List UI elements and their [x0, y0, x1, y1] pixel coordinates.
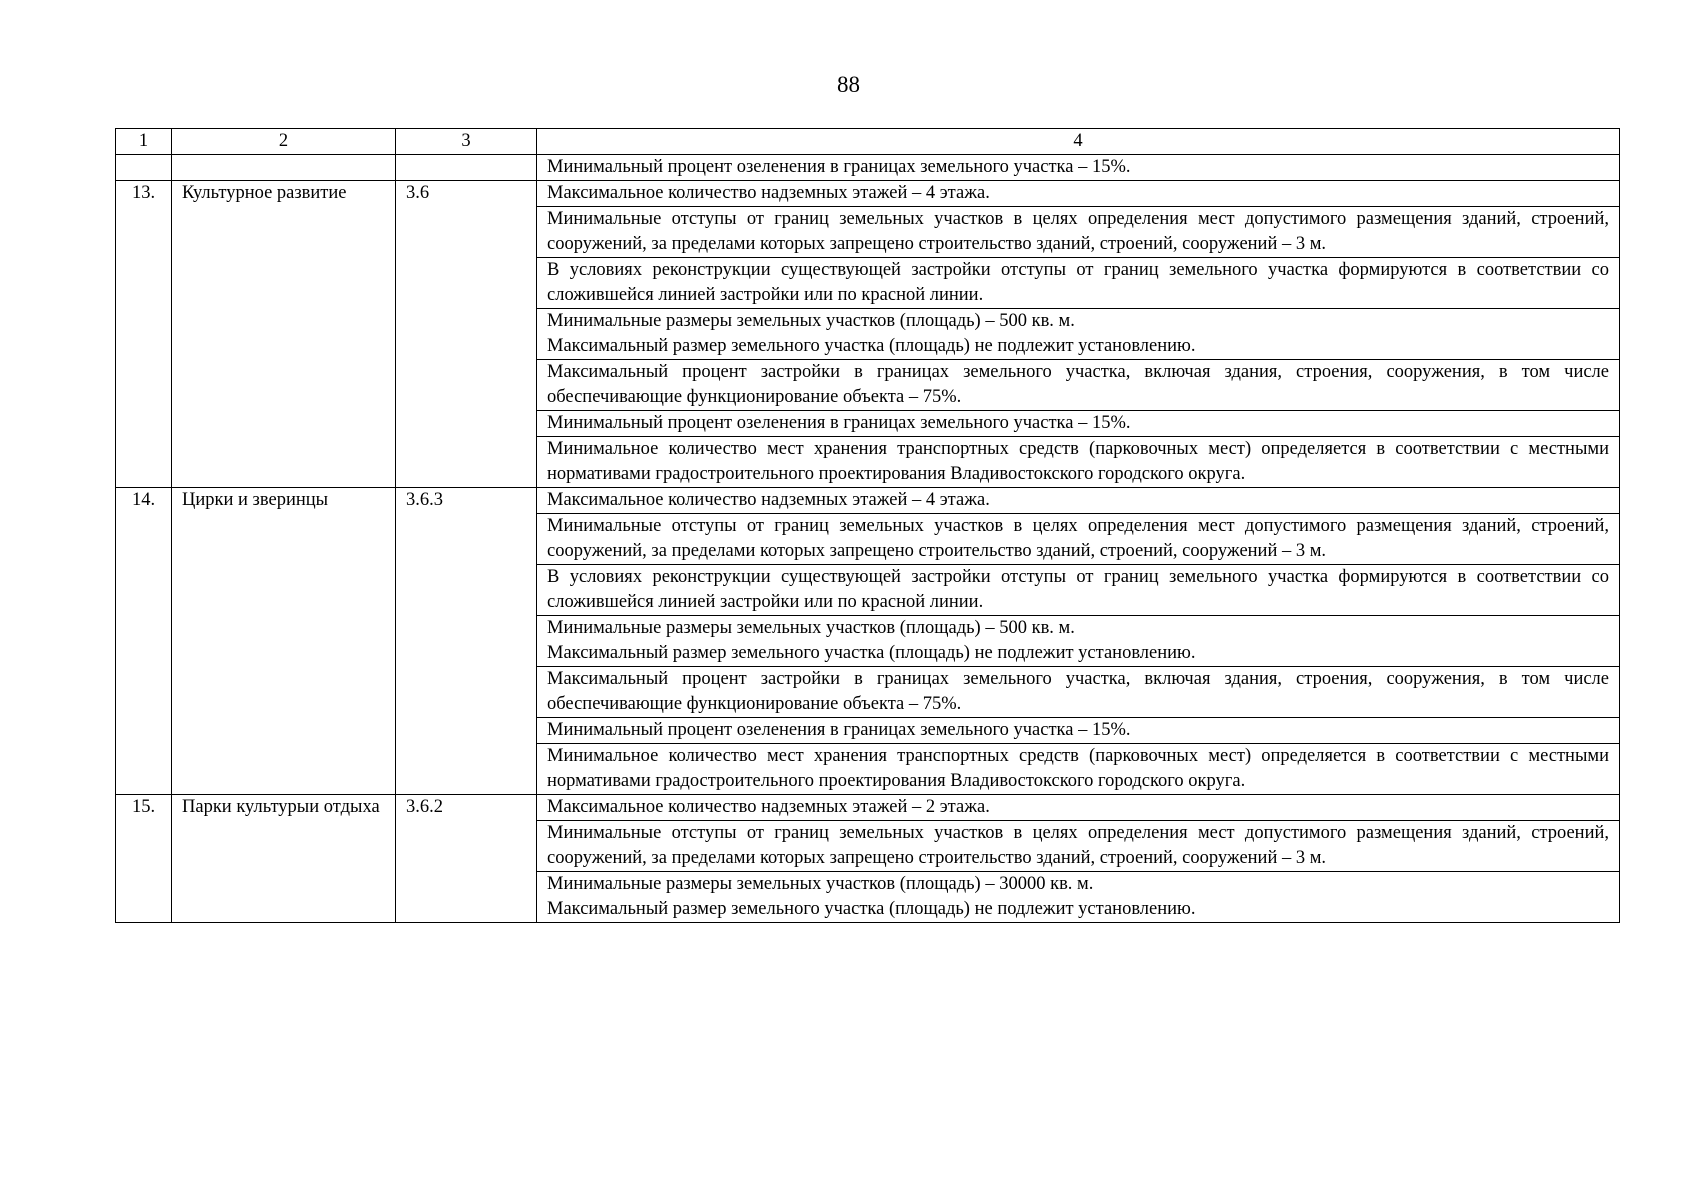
- requirement-text: Минимальные отступы от границ земельных участков в целях определения мест допустимого размещения зданий, строений, сооружений, за пределами которых запрещено строительство зданий, строений, сооружений – 3 м.: [537, 514, 1620, 565]
- text-line: Максимальный размер земельного участка (площадь) не подлежит установлению.: [547, 336, 1196, 356]
- text-line: Минимальные размеры земельных участков (площадь) – 500 кв. м.: [547, 311, 1075, 331]
- requirement-text: Минимальные отступы от границ земельных участков в целях определения мест допустимого размещения зданий, строений, сооружений, за пределами которых запрещено строительство зданий, строений, сооружений – 3 м.: [537, 207, 1620, 258]
- item-number: 15.: [116, 795, 172, 923]
- requirement-text: [537, 872, 1620, 923]
- column-header-1: 1: [116, 129, 172, 155]
- item-code: 3.6: [396, 181, 537, 488]
- table-row: [116, 488, 1620, 514]
- empty-cell: [396, 155, 537, 181]
- requirement-text: Максимальное количество надземных этажей – 4 этажа.: [537, 488, 1620, 514]
- requirement-text: Максимальный процент застройки в границах земельного участка, включая здания, строения, сооружения, в том числе обеспечивающие функционирование объекта – 75%.: [537, 360, 1620, 411]
- column-header-4: 4: [537, 129, 1620, 155]
- requirement-text: Минимальный процент озеленения в границах земельного участка – 15%.: [537, 718, 1620, 744]
- text-line: Максимальный размер земельного участка (площадь) не подлежит установлению.: [547, 643, 1196, 663]
- table-row: [116, 181, 1620, 207]
- item-name: Цирки и зверинцы: [172, 488, 396, 795]
- requirement-text: Минимальное количество мест хранения транспортных средств (парковочных мест) определяется в соответствии с местными нормативами градостроительного проектирования Владивостокского городского округа.: [537, 437, 1620, 488]
- continuation-row: [116, 155, 1620, 181]
- requirement-text: [537, 309, 1620, 360]
- requirement-text: [537, 616, 1620, 667]
- empty-cell: [116, 155, 172, 181]
- text-line: Парки культуры: [182, 797, 310, 817]
- regulations-table: [115, 128, 1620, 923]
- requirement-text: Минимальное количество мест хранения транспортных средств (парковочных мест) определяется в соответствии с местными нормативами градостроительного проектирования Владивостокского городского округа.: [537, 744, 1620, 795]
- column-header-2: 2: [172, 129, 396, 155]
- requirement-text: Максимальное количество надземных этажей – 2 этажа.: [537, 795, 1620, 821]
- item-name: [172, 795, 396, 923]
- requirement-text: В условиях реконструкции существующей застройки отступы от границ земельного участка формируются в соответствии со сложившейся линией застройки или по красной линии.: [537, 258, 1620, 309]
- requirement-text: Минимальный процент озеленения в границах земельного участка – 15%.: [537, 411, 1620, 437]
- text-line: Минимальные размеры земельных участков (площадь) – 30000 кв. м.: [547, 874, 1094, 894]
- text-line: Максимальный размер земельного участка (площадь) не подлежит установлению.: [547, 899, 1196, 919]
- table-row: [116, 795, 1620, 821]
- empty-cell: [172, 155, 396, 181]
- requirement-text: В условиях реконструкции существующей застройки отступы от границ земельного участка формируются в соответствии со сложившейся линией застройки или по красной линии.: [537, 565, 1620, 616]
- requirement-text: Минимальный процент озеленения в границах земельного участка – 15%.: [537, 155, 1620, 181]
- item-code: 3.6.2: [396, 795, 537, 923]
- page-number: 88: [837, 72, 860, 97]
- header-row: [116, 129, 1620, 155]
- requirement-text: Минимальные отступы от границ земельных участков в целях определения мест допустимого размещения зданий, строений, сооружений, за пределами которых запрещено строительство зданий, строений, сооружений – 3 м.: [537, 821, 1620, 872]
- column-header-3: 3: [396, 129, 537, 155]
- text-line: Минимальные размеры земельных участков (площадь) – 500 кв. м.: [547, 618, 1075, 638]
- table-body: [116, 155, 1620, 923]
- item-name: Культурное развитие: [172, 181, 396, 488]
- item-number: 14.: [116, 488, 172, 795]
- requirement-text: Максимальное количество надземных этажей – 4 этажа.: [537, 181, 1620, 207]
- requirement-text: Максимальный процент застройки в границах земельного участка, включая здания, строения, сооружения, в том числе обеспечивающие функционирование объекта – 75%.: [537, 667, 1620, 718]
- item-number: 13.: [116, 181, 172, 488]
- item-code: 3.6.3: [396, 488, 537, 795]
- text-line: и отдыха: [309, 797, 380, 817]
